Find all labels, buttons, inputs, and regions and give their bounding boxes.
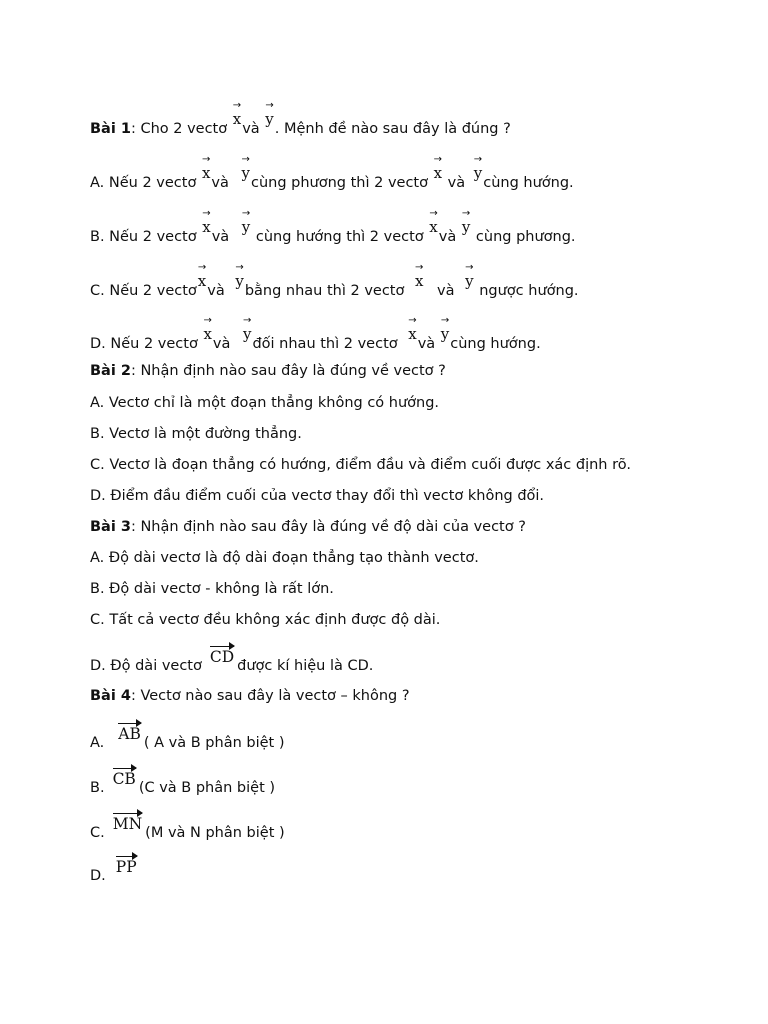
arrow-icon: → (203, 315, 212, 326)
vector-x: → x (203, 315, 212, 343)
vector-y: → y (440, 315, 450, 343)
bai1-option-a: A. Nếu 2 vectơ → xvà → ycùng phương thì 2 vectơ → x và → ycùng hướng. (90, 154, 574, 191)
vector-x: → x (408, 315, 417, 343)
vector-y: → y (235, 262, 244, 290)
vector-x: → x (232, 100, 242, 128)
vector-y: → y (241, 208, 251, 236)
arrow-icon: → (241, 208, 251, 219)
arrow-icon: → (265, 100, 274, 111)
bai3-option-b: B. Độ dài vectơ - không là rất lớn. (90, 581, 334, 597)
bai1-option-c: C. Nếu 2 vectơ → xvà → ybằng nhau thì 2 vectơ → x và → y ngược hướng. (90, 262, 579, 299)
bai4-option-d: D. PP (90, 858, 137, 884)
vector-ab: AB (118, 725, 141, 743)
bai2-question: Bài 2: Nhận định nào sau đây là đúng về vectơ ? (90, 363, 446, 379)
vector-x: → x (197, 262, 207, 290)
vector-y: → y (265, 100, 274, 128)
arrow-icon: → (415, 262, 424, 273)
bai3-option-c: C. Tất cả vectơ đều không xác định được độ dài. (90, 612, 441, 628)
bai3-option-d: D. Độ dài vectơ CD được kí hiệu là CD. (90, 648, 374, 674)
bai1-option-b: B. Nếu 2 vectơ → xvà → y cùng hướng thì 2 vectơ → xvà → y cùng phương. (90, 208, 576, 245)
vector-y: → y (461, 208, 471, 236)
arrow-icon: → (440, 315, 450, 326)
vector-y: → y (465, 262, 474, 290)
arrow-icon: → (408, 315, 417, 326)
bai1-question-text-b: và (242, 121, 260, 137)
bai4-title: Bài 4 (90, 688, 131, 704)
vector-x: → x (201, 154, 211, 182)
bai2-option-b: B. Vectơ là một đường thẳng. (90, 426, 302, 442)
arrow-icon: → (235, 262, 244, 273)
arrow-icon: → (201, 154, 211, 165)
arrow-icon: → (232, 100, 242, 111)
arrow-icon: → (241, 154, 250, 165)
bai3-question: Bài 3: Nhận định nào sau đây là đúng về độ dài của vectơ ? (90, 519, 526, 535)
vector-x: → x (429, 208, 438, 236)
vector-mn: MN (112, 815, 143, 833)
arrow-icon: → (433, 154, 443, 165)
arrow-icon: → (243, 315, 252, 326)
arrow-icon: → (202, 208, 211, 219)
bai1-question-text-c: . Mệnh đề nào sau đây là đúng ? (274, 121, 511, 137)
arrow-icon: → (465, 262, 474, 273)
vector-cb: CB (112, 770, 136, 788)
vector-y: → y (242, 315, 252, 343)
bai4-option-c: C. MN (M và N phân biệt ) (90, 815, 285, 841)
arrow-icon: → (461, 208, 471, 219)
vector-x: → x (414, 262, 424, 290)
bai4-question: Bài 4: Vectơ nào sau đây là vectơ – không ? (90, 688, 410, 704)
vector-cd: CD (209, 648, 235, 666)
bai2-title: Bài 2 (90, 363, 131, 379)
arrow-icon: → (429, 208, 438, 219)
bai2-option-d: D. Điểm đầu điểm cuối của vectơ thay đổi thì vectơ không đổi. (90, 488, 545, 504)
bai1-question-text-a: : Cho 2 vectơ (130, 121, 228, 137)
bai1-title: Bài 1 (90, 121, 131, 137)
arrow-icon: → (197, 262, 207, 273)
bai2-option-c: C. Vectơ là đoạn thẳng có hướng, điểm đầu và điểm cuối được xác định rõ. (90, 457, 631, 473)
bai4-option-a: A. AB ( A và B phân biệt ) (90, 725, 285, 751)
arrow-icon: → (473, 154, 483, 165)
vector-pp: PP (115, 858, 137, 876)
vector-y: → y (473, 154, 483, 182)
bai1-question (90, 100, 511, 137)
bai3-title: Bài 3 (90, 519, 131, 535)
bai3-option-a: A. Độ dài vectơ là độ dài đoạn thẳng tạo thành vectơ. (90, 550, 479, 566)
bai1-option-d: D. Nếu 2 vectơ → xvà → yđối nhau thì 2 vectơ → xvà → ycùng hướng. (90, 315, 541, 352)
bai4-option-b: B. CB (C và B phân biệt ) (90, 770, 276, 796)
vector-y: → y (241, 154, 250, 182)
vector-x: → x (202, 208, 211, 236)
bai2-option-a: A. Vectơ chỉ là một đoạn thẳng không có hướng. (90, 395, 440, 411)
vector-x: → x (433, 154, 443, 182)
